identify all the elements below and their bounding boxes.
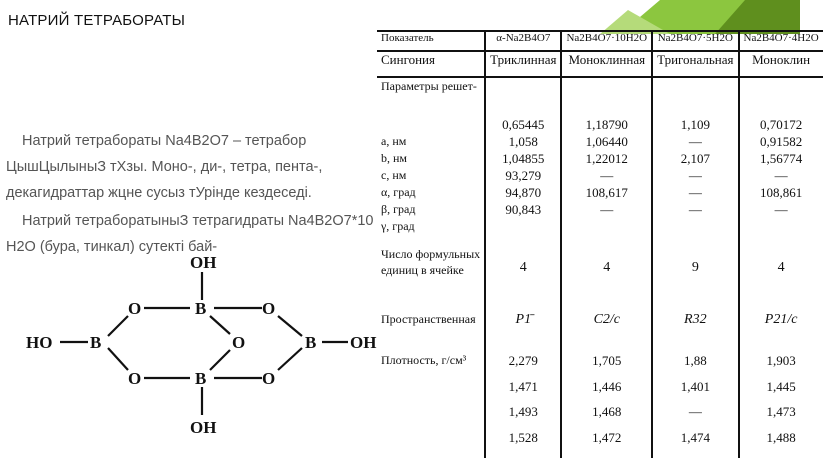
cell-alpha: 93,279 bbox=[505, 168, 542, 183]
atom-b-bottom: B bbox=[195, 369, 207, 388]
cell-b: 1,06440 bbox=[585, 134, 628, 149]
cell-density: 1,705 bbox=[592, 353, 622, 368]
paragraph-intro-text: Натрий тетрабораты Na4B2O7 – тетрабор ЦышЦылыныЗ тХзы. Моно-, ди-, тетра, пента-, декагидраттар жцне сусыз тУрінде кездеседі. bbox=[6, 133, 323, 201]
row-label-z2: единиц в ячейке bbox=[381, 263, 464, 277]
row-label-density: Плотность, г/см³ bbox=[381, 353, 467, 367]
cell-a: 0,65445 bbox=[502, 117, 545, 132]
cell-density: 1,528 bbox=[508, 429, 538, 445]
cell-c: 1,22012 bbox=[585, 151, 628, 166]
cell-alpha: — bbox=[600, 168, 614, 183]
atom-oh-bottom: OH bbox=[190, 418, 217, 437]
cell-density: 2,279 bbox=[508, 353, 538, 368]
table-cell: 4 bbox=[561, 246, 652, 312]
table-header-row bbox=[377, 31, 823, 51]
table-cell bbox=[485, 77, 561, 246]
atom-o-lower-right: O bbox=[262, 369, 276, 388]
cell-c: 2,107 bbox=[680, 151, 710, 166]
table-cell bbox=[652, 77, 738, 246]
table-cell: P21/c bbox=[739, 312, 823, 348]
cell-alpha: — bbox=[774, 168, 788, 183]
row-label bbox=[377, 246, 485, 312]
table-cell: C2/c bbox=[561, 312, 652, 348]
cell-density: 1,488 bbox=[766, 429, 796, 445]
table-cell bbox=[485, 348, 561, 458]
paragraph-intro bbox=[6, 128, 404, 206]
table-cell: 4 bbox=[739, 246, 823, 312]
row-label bbox=[377, 348, 485, 458]
table-row-lattice-params bbox=[377, 77, 823, 246]
cell-alpha: — bbox=[688, 168, 702, 183]
atom-b-top: B bbox=[195, 299, 207, 318]
cell-gamma: 90,843 bbox=[505, 202, 542, 217]
cell-beta: 94,870 bbox=[505, 185, 542, 200]
header-cell: Na2B4O7·5H2O bbox=[652, 31, 738, 51]
atom-oh-right: OH bbox=[350, 333, 377, 352]
atom-o-center: O bbox=[232, 333, 246, 352]
row-label-params: Параметры решет- bbox=[381, 79, 477, 93]
cell-c: 1,04855 bbox=[502, 151, 545, 166]
row-label-c: c, нм bbox=[381, 168, 407, 182]
table-cell bbox=[739, 348, 823, 458]
cell-gamma: — bbox=[688, 202, 702, 217]
atom-o-upper-left: O bbox=[128, 299, 142, 318]
cell-density: 1,474 bbox=[680, 429, 710, 445]
table-cell: 4 bbox=[485, 246, 561, 312]
row-label-gamma: γ, град bbox=[381, 219, 415, 233]
table-row-syngony bbox=[377, 51, 823, 77]
cell-density: — bbox=[688, 404, 702, 419]
cell-density: 1,471 bbox=[508, 378, 538, 394]
cell-a: 1,18790 bbox=[585, 117, 628, 132]
paragraph-hydrate-text: Натрий тетраборатыныЗ тетрагидраты Na4B2O7*10 H2O (бура, тинкал) сутекті бай- bbox=[6, 213, 374, 255]
cell-gamma: — bbox=[774, 202, 788, 217]
table-cell: R32 bbox=[652, 312, 738, 348]
cell-beta: 108,861 bbox=[759, 185, 803, 200]
row-label bbox=[377, 77, 485, 246]
slide-title: НАТРИЙ ТЕТРАБОРАТЫ bbox=[8, 12, 186, 29]
row-label-alpha: α, град bbox=[381, 185, 416, 199]
cell-b: 0,91582 bbox=[759, 134, 803, 149]
atom-b-right: B bbox=[305, 333, 317, 352]
table-cell bbox=[739, 77, 823, 246]
atom-oh-top: OH bbox=[190, 253, 217, 272]
cell-density: 1,446 bbox=[592, 378, 622, 394]
properties-table bbox=[377, 30, 823, 458]
header-cell: α-Na2B4O7 bbox=[485, 31, 561, 51]
cell-b: 1,058 bbox=[508, 134, 538, 149]
table-cell: 9 bbox=[652, 246, 738, 312]
cell-density: 1,468 bbox=[592, 404, 622, 419]
tetraborate-structure-diagram bbox=[20, 250, 400, 449]
header-cell: Na2B4O7·4H2O bbox=[739, 31, 823, 51]
properties-table-panel bbox=[381, 30, 819, 449]
table-row-space-group bbox=[377, 312, 823, 348]
paragraph-hydrate bbox=[6, 208, 404, 255]
table-cell: Моноклин bbox=[739, 51, 823, 77]
cell-a: 0,70172 bbox=[759, 117, 803, 132]
row-label-b: b, нм bbox=[381, 151, 408, 165]
row-label: Сингония bbox=[377, 51, 485, 77]
atom-b-left: B bbox=[90, 333, 102, 352]
table-row-formula-units bbox=[377, 246, 823, 312]
table-cell bbox=[561, 348, 652, 458]
atom-o-upper-right: O bbox=[262, 299, 276, 318]
row-label-group: Пространственная bbox=[381, 312, 476, 326]
cell-beta: 108,617 bbox=[585, 185, 628, 200]
cell-gamma: — bbox=[600, 202, 614, 217]
cell-b: — bbox=[688, 134, 702, 149]
table-cell bbox=[652, 348, 738, 458]
cell-density: 1,88 bbox=[683, 353, 707, 368]
header-cell: Показатель bbox=[377, 31, 485, 51]
cell-a: 1,109 bbox=[680, 117, 710, 132]
cell-density: 1,903 bbox=[766, 353, 796, 368]
table-cell: Триклинная bbox=[485, 51, 561, 77]
row-label-beta: β, град bbox=[381, 202, 416, 216]
table-cell: Моноклинная bbox=[561, 51, 652, 77]
cell-density: 1,473 bbox=[766, 404, 796, 419]
row-label-z1: Число формульных bbox=[381, 247, 481, 261]
table-row-density bbox=[377, 348, 823, 458]
cell-c: 1,56774 bbox=[759, 151, 803, 166]
atom-o-lower-left: O bbox=[128, 369, 142, 388]
cell-density: 1,493 bbox=[508, 404, 538, 419]
cell-density: 1,472 bbox=[592, 429, 622, 445]
cell-density: 1,401 bbox=[680, 378, 710, 394]
cell-beta: — bbox=[688, 185, 702, 200]
row-label-a: a, нм bbox=[381, 134, 407, 148]
table-cell: P1̄ bbox=[485, 312, 561, 348]
table-cell: Тригональная bbox=[652, 51, 738, 77]
atom-ho-left: HO bbox=[26, 333, 53, 352]
row-label bbox=[377, 312, 485, 348]
header-cell: Na2B4O7·10H2O bbox=[561, 31, 652, 51]
green-corner-decoration bbox=[600, 0, 800, 34]
table-cell bbox=[561, 77, 652, 246]
cell-density: 1,445 bbox=[766, 378, 796, 394]
